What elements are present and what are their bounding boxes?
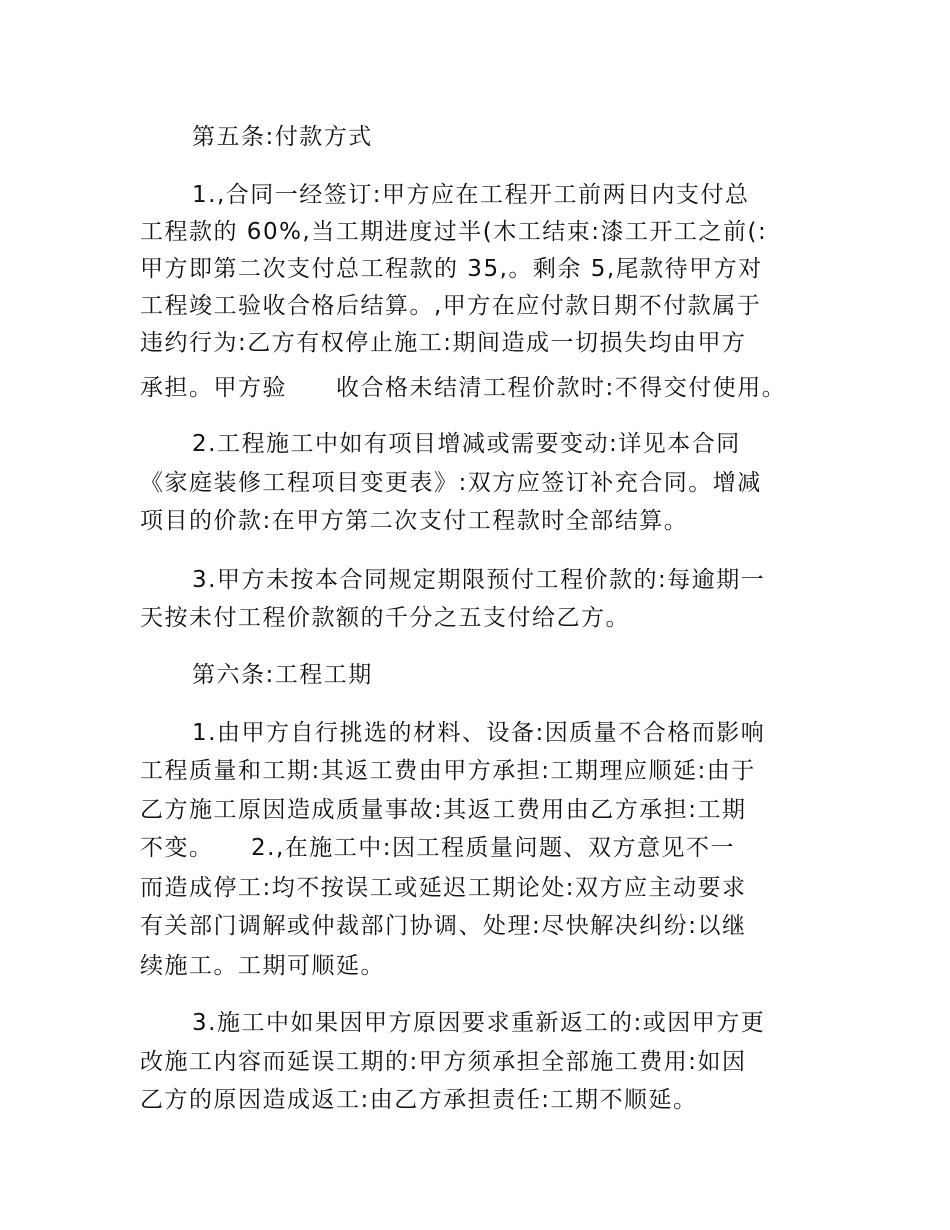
paragraph-line: 而造成停工:均不按误工或延迟工期论处:双方应主动要求 xyxy=(140,875,747,901)
paragraph-line: 续施工。工期可顺延。 xyxy=(140,953,385,979)
paragraph-line: 不变。 2.,在施工中:因工程质量问题、双方意见不一 xyxy=(140,835,736,861)
paragraph-line: 工程竣工验收合格后结算。,甲方在应付款日期不付款属于 xyxy=(140,293,762,319)
paragraph-line: 项目的价款:在甲方第二次支付工程款时全部结算。 xyxy=(140,508,689,534)
paragraph-line: 工程款的 60%,当工期进度过半(木工结束:漆工开工之前(: xyxy=(140,219,768,245)
paragraph-line: 1.由甲方自行挑选的材料、设备:因质量不合格而影响 xyxy=(192,720,766,746)
paragraph-line: 《家庭装修工程项目变更表》:双方应签订补充合同。增减 xyxy=(140,470,762,496)
paragraph-line: 乙方的原因造成返工:由乙方承担责任:工期不顺延。 xyxy=(140,1087,698,1113)
section-heading-schedule: 第六条:工程工期 xyxy=(192,662,373,688)
paragraph-line: 3.甲方未按本合同规定期限预付工程价款的:每逾期一 xyxy=(192,567,766,593)
paragraph-line: 违约行为:乙方有权停止施工:期间造成一切损失均由甲方 xyxy=(140,330,747,356)
paragraph-line: 有关部门调解或仲裁部门协调、处理:尽快解决纠纷:以继 xyxy=(140,913,747,939)
paragraph-line: 甲方即第二次支付总工程款的 35,。剩余 5,尾款待甲方对 xyxy=(140,256,763,282)
paragraph-line: 工程质量和工期:其返工费由甲方承担:工期理应顺延:由于 xyxy=(140,758,756,784)
paragraph-line: 天按未付工程价款额的千分之五支付给乙方。 xyxy=(140,605,630,631)
paragraph-line: 1.,合同一经签订:甲方应在工程开工前两日内支付总 xyxy=(192,182,750,208)
paragraph-line: 2.工程施工中如有项目增减或需要变动:详见本合同 xyxy=(192,431,741,457)
paragraph-line: 3.施工中如果因甲方原因要求重新返工的:或因甲方更 xyxy=(192,1010,766,1036)
paragraph-line: 乙方施工原因造成质量事故:其返工费用由乙方承担:工期 xyxy=(140,797,747,823)
paragraph-line: 承担。甲方验 收合格未结清工程价款时:不得交付使用。 xyxy=(140,375,787,401)
paragraph-line: 改施工内容而延误工期的:甲方须承担全部施工费用:如因 xyxy=(140,1049,747,1075)
section-heading-payment: 第五条:付款方式 xyxy=(192,124,373,150)
